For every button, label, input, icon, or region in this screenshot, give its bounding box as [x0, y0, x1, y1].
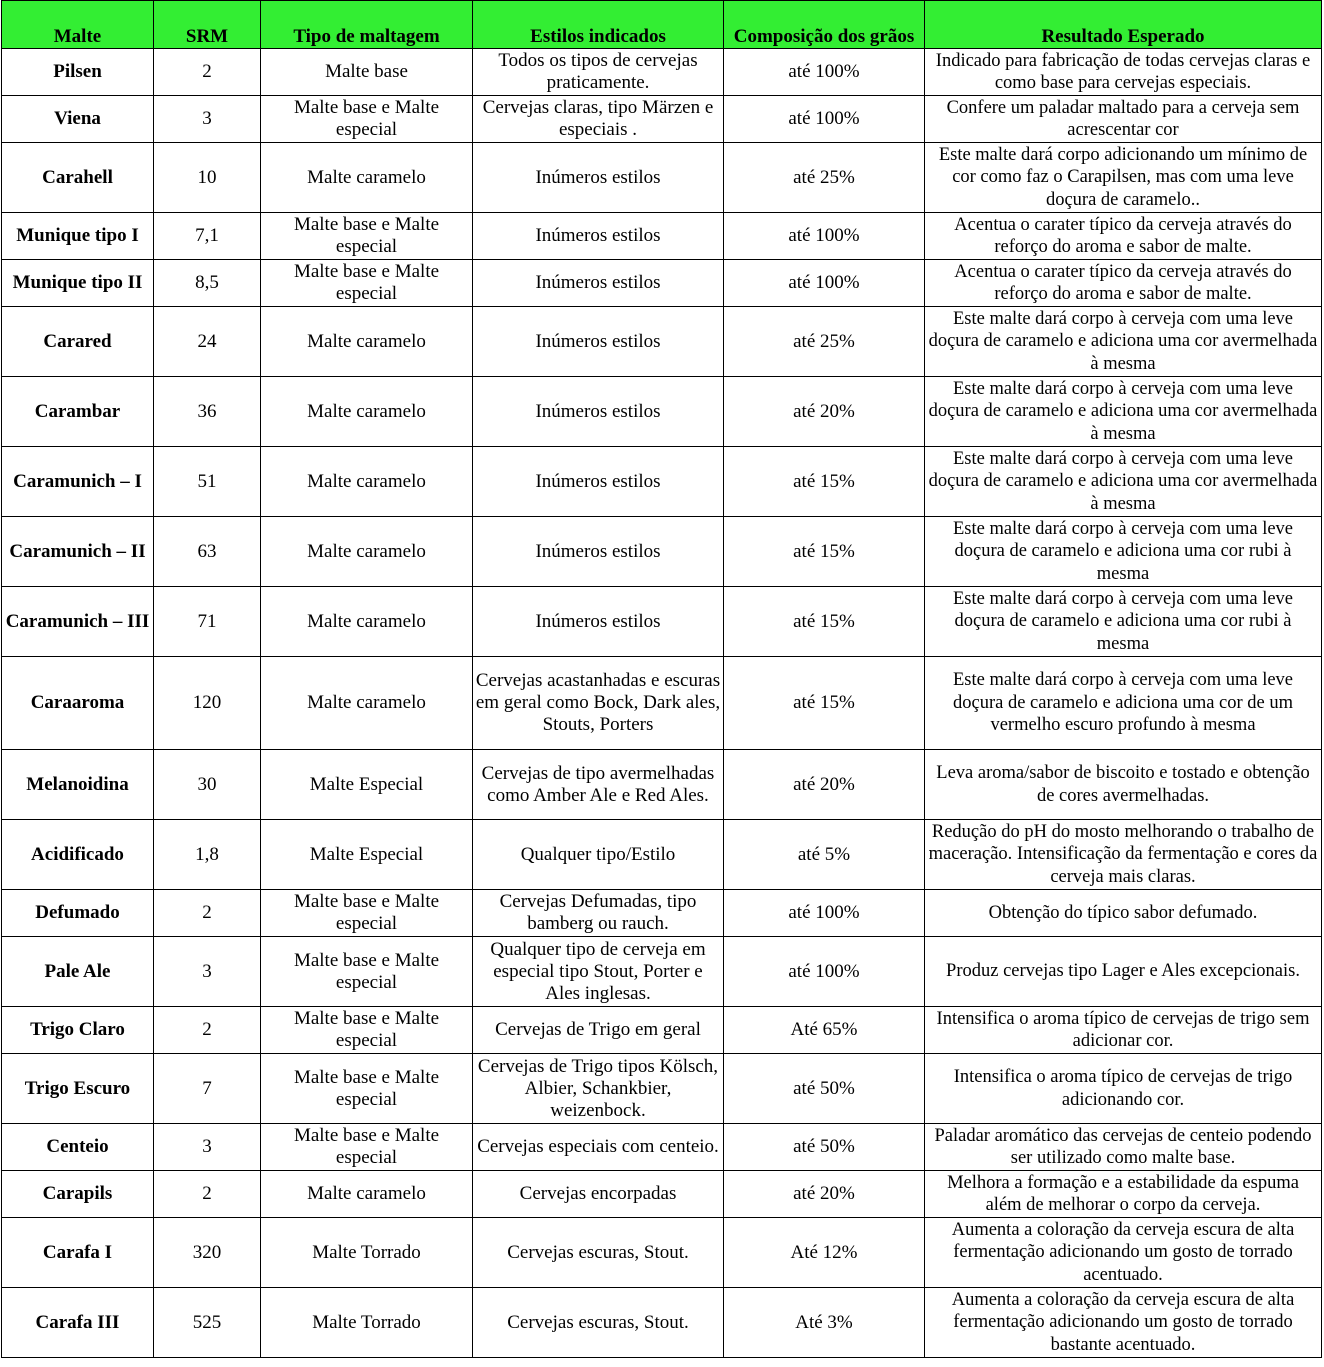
- table-row: [2, 657, 1322, 750]
- cell-resultado-esperado: Este malte dará corpo adicionando um mínimo de cor como faz o Carapilsen, mas com uma leve doçura de caramelo..: [925, 143, 1322, 213]
- cell-srm: 525: [154, 1288, 261, 1358]
- cell-srm: 320: [154, 1218, 261, 1288]
- table-row: [2, 890, 1322, 937]
- cell-malte: Munique tipo I: [2, 213, 154, 260]
- cell-estilos-indicados: Inúmeros estilos: [473, 213, 724, 260]
- cell-composicao: até 50%: [724, 1124, 925, 1171]
- cell-estilos-indicados: Cervejas encorpadas: [473, 1171, 724, 1218]
- cell-composicao: até 15%: [724, 447, 925, 517]
- table-row: [2, 1171, 1322, 1218]
- table-row: [2, 260, 1322, 307]
- cell-tipo-maltagem: Malte caramelo: [261, 307, 473, 377]
- cell-srm: 10: [154, 143, 261, 213]
- cell-tipo-maltagem: Malte base e Malte especial: [261, 213, 473, 260]
- cell-malte: Acidificado: [2, 820, 154, 890]
- cell-composicao: até 100%: [724, 49, 925, 96]
- table-body: [2, 49, 1322, 1358]
- cell-malte: Caramunich – III: [2, 587, 154, 657]
- cell-malte: Pilsen: [2, 49, 154, 96]
- header-resultado-esperado: Resultado Esperado: [925, 1, 1322, 49]
- cell-tipo-maltagem: Malte base e Malte especial: [261, 1124, 473, 1171]
- cell-estilos-indicados: Cervejas escuras, Stout.: [473, 1288, 724, 1358]
- cell-tipo-maltagem: Malte base e Malte especial: [261, 260, 473, 307]
- cell-resultado-esperado: Este malte dará corpo à cerveja com uma leve doçura de caramelo e adiciona uma cor de um vermelho escuro profundo à mesma: [925, 657, 1322, 750]
- cell-resultado-esperado: Paladar aromático das cervejas de centeio podendo ser utilizado como malte base.: [925, 1124, 1322, 1171]
- header-tipo-maltagem: Tipo de maltagem: [261, 1, 473, 49]
- table-row: [2, 820, 1322, 890]
- cell-resultado-esperado: Confere um paladar maltado para a cerveja sem acrescentar cor: [925, 96, 1322, 143]
- cell-malte: Munique tipo II: [2, 260, 154, 307]
- table-row: [2, 307, 1322, 377]
- cell-srm: 8,5: [154, 260, 261, 307]
- table-row: [2, 213, 1322, 260]
- header-estilos-indicados: Estilos indicados: [473, 1, 724, 49]
- cell-resultado-esperado: Leva aroma/sabor de biscoito e tostado e obtenção de cores avermelhadas.: [925, 750, 1322, 820]
- cell-malte: Pale Ale: [2, 937, 154, 1007]
- table-row: [2, 937, 1322, 1007]
- cell-resultado-esperado: Acentua o carater típico da cerveja através do reforço do aroma e sabor de malte.: [925, 260, 1322, 307]
- table-row: [2, 587, 1322, 657]
- cell-composicao: até 20%: [724, 377, 925, 447]
- cell-srm: 24: [154, 307, 261, 377]
- table-row: [2, 1288, 1322, 1358]
- cell-tipo-maltagem: Malte Especial: [261, 820, 473, 890]
- cell-estilos-indicados: Inúmeros estilos: [473, 377, 724, 447]
- cell-estilos-indicados: Cervejas especiais com centeio.: [473, 1124, 724, 1171]
- cell-estilos-indicados: Cervejas acastanhadas e escuras em geral como Bock, Dark ales, Stouts, Porters: [473, 657, 724, 750]
- cell-malte: Carared: [2, 307, 154, 377]
- cell-malte: Centeio: [2, 1124, 154, 1171]
- cell-estilos-indicados: Cervejas de Trigo em geral: [473, 1007, 724, 1054]
- cell-resultado-esperado: Obtenção do típico sabor defumado.: [925, 890, 1322, 937]
- cell-estilos-indicados: Cervejas Defumadas, tipo bamberg ou rauch.: [473, 890, 724, 937]
- cell-srm: 71: [154, 587, 261, 657]
- cell-composicao: até 100%: [724, 260, 925, 307]
- cell-resultado-esperado: Melhora a formação e a estabilidade da espuma além de melhorar o corpo da cerveja.: [925, 1171, 1322, 1218]
- cell-malte: Viena: [2, 96, 154, 143]
- table-row: [2, 1054, 1322, 1124]
- cell-estilos-indicados: Inúmeros estilos: [473, 447, 724, 517]
- header-malte: Malte: [2, 1, 154, 49]
- cell-composicao: Até 65%: [724, 1007, 925, 1054]
- cell-composicao: até 100%: [724, 213, 925, 260]
- table-row: [2, 750, 1322, 820]
- cell-malte: Melanoidina: [2, 750, 154, 820]
- cell-malte: Defumado: [2, 890, 154, 937]
- cell-tipo-maltagem: Malte caramelo: [261, 377, 473, 447]
- cell-malte: Carahell: [2, 143, 154, 213]
- cell-resultado-esperado: Este malte dará corpo à cerveja com uma leve doçura de caramelo e adiciona uma cor avermelhada à mesma: [925, 447, 1322, 517]
- cell-resultado-esperado: Este malte dará corpo à cerveja com uma leve doçura de caramelo e adiciona uma cor rubi à mesma: [925, 587, 1322, 657]
- cell-estilos-indicados: Inúmeros estilos: [473, 143, 724, 213]
- table-row: [2, 447, 1322, 517]
- cell-tipo-maltagem: Malte caramelo: [261, 143, 473, 213]
- cell-estilos-indicados: Inúmeros estilos: [473, 260, 724, 307]
- cell-resultado-esperado: Este malte dará corpo à cerveja com uma leve doçura de caramelo e adiciona uma cor avermelhada à mesma: [925, 307, 1322, 377]
- cell-tipo-maltagem: Malte caramelo: [261, 447, 473, 517]
- cell-tipo-maltagem: Malte Torrado: [261, 1288, 473, 1358]
- cell-malte: Trigo Claro: [2, 1007, 154, 1054]
- table-row: [2, 1007, 1322, 1054]
- cell-tipo-maltagem: Malte base e Malte especial: [261, 890, 473, 937]
- cell-srm: 3: [154, 937, 261, 1007]
- cell-tipo-maltagem: Malte caramelo: [261, 517, 473, 587]
- cell-malte: Carafa III: [2, 1288, 154, 1358]
- cell-resultado-esperado: Acentua o carater típico da cerveja através do reforço do aroma e sabor de malte.: [925, 213, 1322, 260]
- cell-srm: 2: [154, 49, 261, 96]
- cell-srm: 36: [154, 377, 261, 447]
- cell-estilos-indicados: Qualquer tipo/Estilo: [473, 820, 724, 890]
- cell-srm: 2: [154, 1171, 261, 1218]
- cell-tipo-maltagem: Malte base e Malte especial: [261, 937, 473, 1007]
- cell-resultado-esperado: Este malte dará corpo à cerveja com uma leve doçura de caramelo e adiciona uma cor avermelhada à mesma: [925, 377, 1322, 447]
- cell-malte: Carambar: [2, 377, 154, 447]
- cell-composicao: até 15%: [724, 657, 925, 750]
- table-row: [2, 1218, 1322, 1288]
- cell-composicao: até 5%: [724, 820, 925, 890]
- cell-estilos-indicados: Cervejas de tipo avermelhadas como Amber Ale e Red Ales.: [473, 750, 724, 820]
- cell-estilos-indicados: Cervejas escuras, Stout.: [473, 1218, 724, 1288]
- header-row: [2, 1, 1322, 49]
- table-row: [2, 517, 1322, 587]
- table-row: [2, 1124, 1322, 1171]
- cell-resultado-esperado: Indicado para fabricação de todas cervejas claras e como base para cervejas especiais.: [925, 49, 1322, 96]
- cell-resultado-esperado: Intensifica o aroma típico de cervejas de trigo adicionando cor.: [925, 1054, 1322, 1124]
- cell-srm: 51: [154, 447, 261, 517]
- cell-srm: 30: [154, 750, 261, 820]
- cell-srm: 2: [154, 890, 261, 937]
- cell-tipo-maltagem: Malte Especial: [261, 750, 473, 820]
- malt-table: [1, 0, 1322, 1358]
- cell-composicao: até 100%: [724, 937, 925, 1007]
- cell-estilos-indicados: Cervejas de Trigo tipos Kölsch, Albier, Schankbier, weizenbock.: [473, 1054, 724, 1124]
- cell-resultado-esperado: Redução do pH do mosto melhorando o trabalho de maceração. Intensificação da fermentação e cores da cerveja mais claras.: [925, 820, 1322, 890]
- cell-resultado-esperado: Produz cervejas tipo Lager e Ales excepcionais.: [925, 937, 1322, 1007]
- cell-tipo-maltagem: Malte caramelo: [261, 1171, 473, 1218]
- cell-composicao: até 15%: [724, 587, 925, 657]
- cell-malte: Carapils: [2, 1171, 154, 1218]
- cell-tipo-maltagem: Malte Torrado: [261, 1218, 473, 1288]
- cell-srm: 120: [154, 657, 261, 750]
- table-row: [2, 49, 1322, 96]
- cell-composicao: até 100%: [724, 96, 925, 143]
- cell-tipo-maltagem: Malte caramelo: [261, 657, 473, 750]
- cell-srm: 63: [154, 517, 261, 587]
- cell-tipo-maltagem: Malte caramelo: [261, 587, 473, 657]
- cell-resultado-esperado: Intensifica o aroma típico de cervejas de trigo sem adicionar cor.: [925, 1007, 1322, 1054]
- cell-estilos-indicados: Todos os tipos de cervejas praticamente.: [473, 49, 724, 96]
- cell-malte: Carafa I: [2, 1218, 154, 1288]
- cell-tipo-maltagem: Malte base e Malte especial: [261, 96, 473, 143]
- cell-srm: 3: [154, 1124, 261, 1171]
- cell-resultado-esperado: Aumenta a coloração da cerveja escura de alta fermentação adicionando um gosto de torrado bastante acentuado.: [925, 1288, 1322, 1358]
- cell-composicao: até 15%: [724, 517, 925, 587]
- cell-resultado-esperado: Este malte dará corpo à cerveja com uma leve doçura de caramelo e adiciona uma cor rubi à mesma: [925, 517, 1322, 587]
- cell-composicao: até 25%: [724, 143, 925, 213]
- header-composicao: Composição dos grãos: [724, 1, 925, 49]
- cell-tipo-maltagem: Malte base: [261, 49, 473, 96]
- cell-estilos-indicados: Inúmeros estilos: [473, 307, 724, 377]
- cell-srm: 7,1: [154, 213, 261, 260]
- cell-srm: 3: [154, 96, 261, 143]
- cell-srm: 1,8: [154, 820, 261, 890]
- cell-resultado-esperado: Aumenta a coloração da cerveja escura de alta fermentação adicionando um gosto de torrado acentuado.: [925, 1218, 1322, 1288]
- table-row: [2, 143, 1322, 213]
- cell-composicao: até 25%: [724, 307, 925, 377]
- cell-composicao: até 20%: [724, 750, 925, 820]
- cell-malte: Trigo Escuro: [2, 1054, 154, 1124]
- cell-malte: Caraaroma: [2, 657, 154, 750]
- cell-tipo-maltagem: Malte base e Malte especial: [261, 1007, 473, 1054]
- cell-composicao: Até 12%: [724, 1218, 925, 1288]
- cell-malte: Caramunich – I: [2, 447, 154, 517]
- cell-malte: Caramunich – II: [2, 517, 154, 587]
- cell-tipo-maltagem: Malte base e Malte especial: [261, 1054, 473, 1124]
- header-srm: SRM: [154, 1, 261, 49]
- cell-composicao: até 20%: [724, 1171, 925, 1218]
- cell-estilos-indicados: Qualquer tipo de cerveja em especial tipo Stout, Porter e Ales inglesas.: [473, 937, 724, 1007]
- table-row: [2, 96, 1322, 143]
- cell-srm: 7: [154, 1054, 261, 1124]
- cell-composicao: até 50%: [724, 1054, 925, 1124]
- cell-srm: 2: [154, 1007, 261, 1054]
- cell-composicao: Até 3%: [724, 1288, 925, 1358]
- cell-composicao: até 100%: [724, 890, 925, 937]
- table-row: [2, 377, 1322, 447]
- cell-estilos-indicados: Inúmeros estilos: [473, 587, 724, 657]
- cell-estilos-indicados: Inúmeros estilos: [473, 517, 724, 587]
- cell-estilos-indicados: Cervejas claras, tipo Märzen e especiais .: [473, 96, 724, 143]
